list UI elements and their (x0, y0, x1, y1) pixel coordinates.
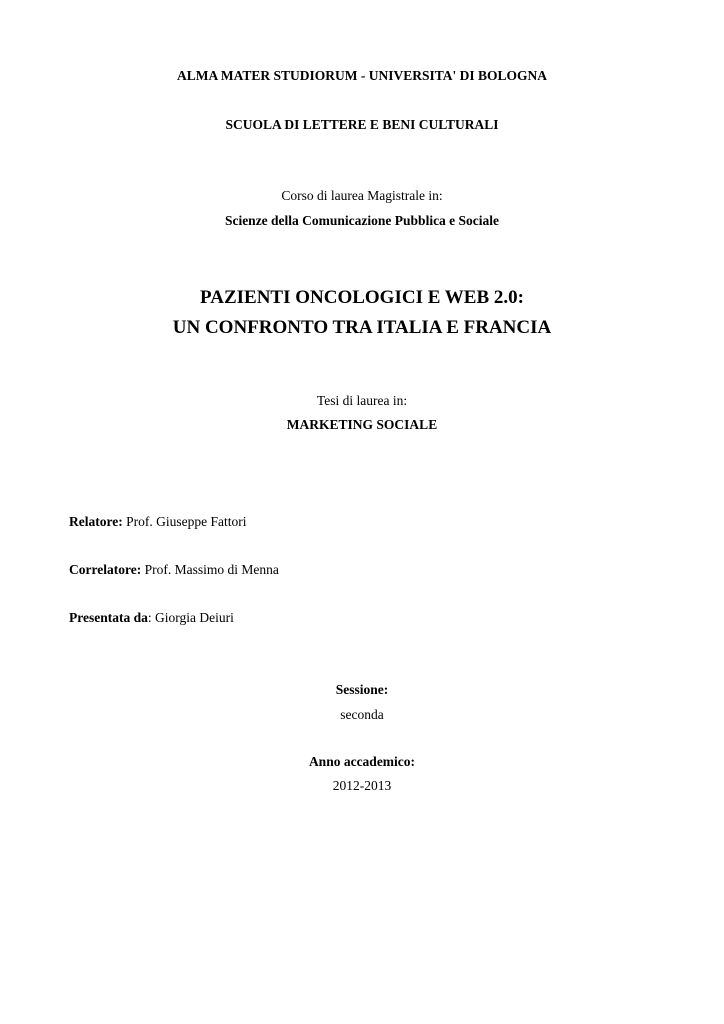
university-name: ALMA MATER STUDIORUM - UNIVERSITA' DI BOLOGNA (176, 68, 548, 83)
thesis-intro: Tesi di laurea in: (316, 393, 408, 408)
academic-year-label: Anno accademico: (308, 754, 416, 769)
relatore-name: Prof. Giuseppe Fattori (122, 514, 247, 529)
correlatore-line (69, 562, 279, 578)
relatore-line (69, 514, 246, 530)
course-intro: Corso di laurea Magistrale in: (281, 188, 443, 203)
course-name: Scienze della Comunicazione Pubblica e Sociale (224, 213, 500, 228)
thesis-subject: MARKETING SOCIALE (286, 417, 438, 432)
correlatore-name: Prof. Massimo di Menna (141, 562, 279, 577)
school-name: SCUOLA DI LETTERE E BENI CULTURALI (225, 117, 499, 132)
thesis-title-line-2: UN CONFRONTO TRA ITALIA E FRANCIA (172, 317, 552, 338)
presentata-name: : Giorgia Deiuri (147, 610, 234, 625)
session-value: seconda (340, 707, 384, 722)
correlatore-label: Correlatore: (69, 562, 142, 577)
presentata-line (69, 610, 234, 626)
relatore-label: Relatore: (69, 514, 123, 529)
thesis-title-line-1: PAZIENTI ONCOLOGICI E WEB 2.0: (200, 287, 524, 308)
presentata-label: Presentata da (69, 610, 148, 625)
session-label: Sessione: (335, 682, 389, 697)
academic-year-value: 2012-2013 (332, 778, 392, 793)
